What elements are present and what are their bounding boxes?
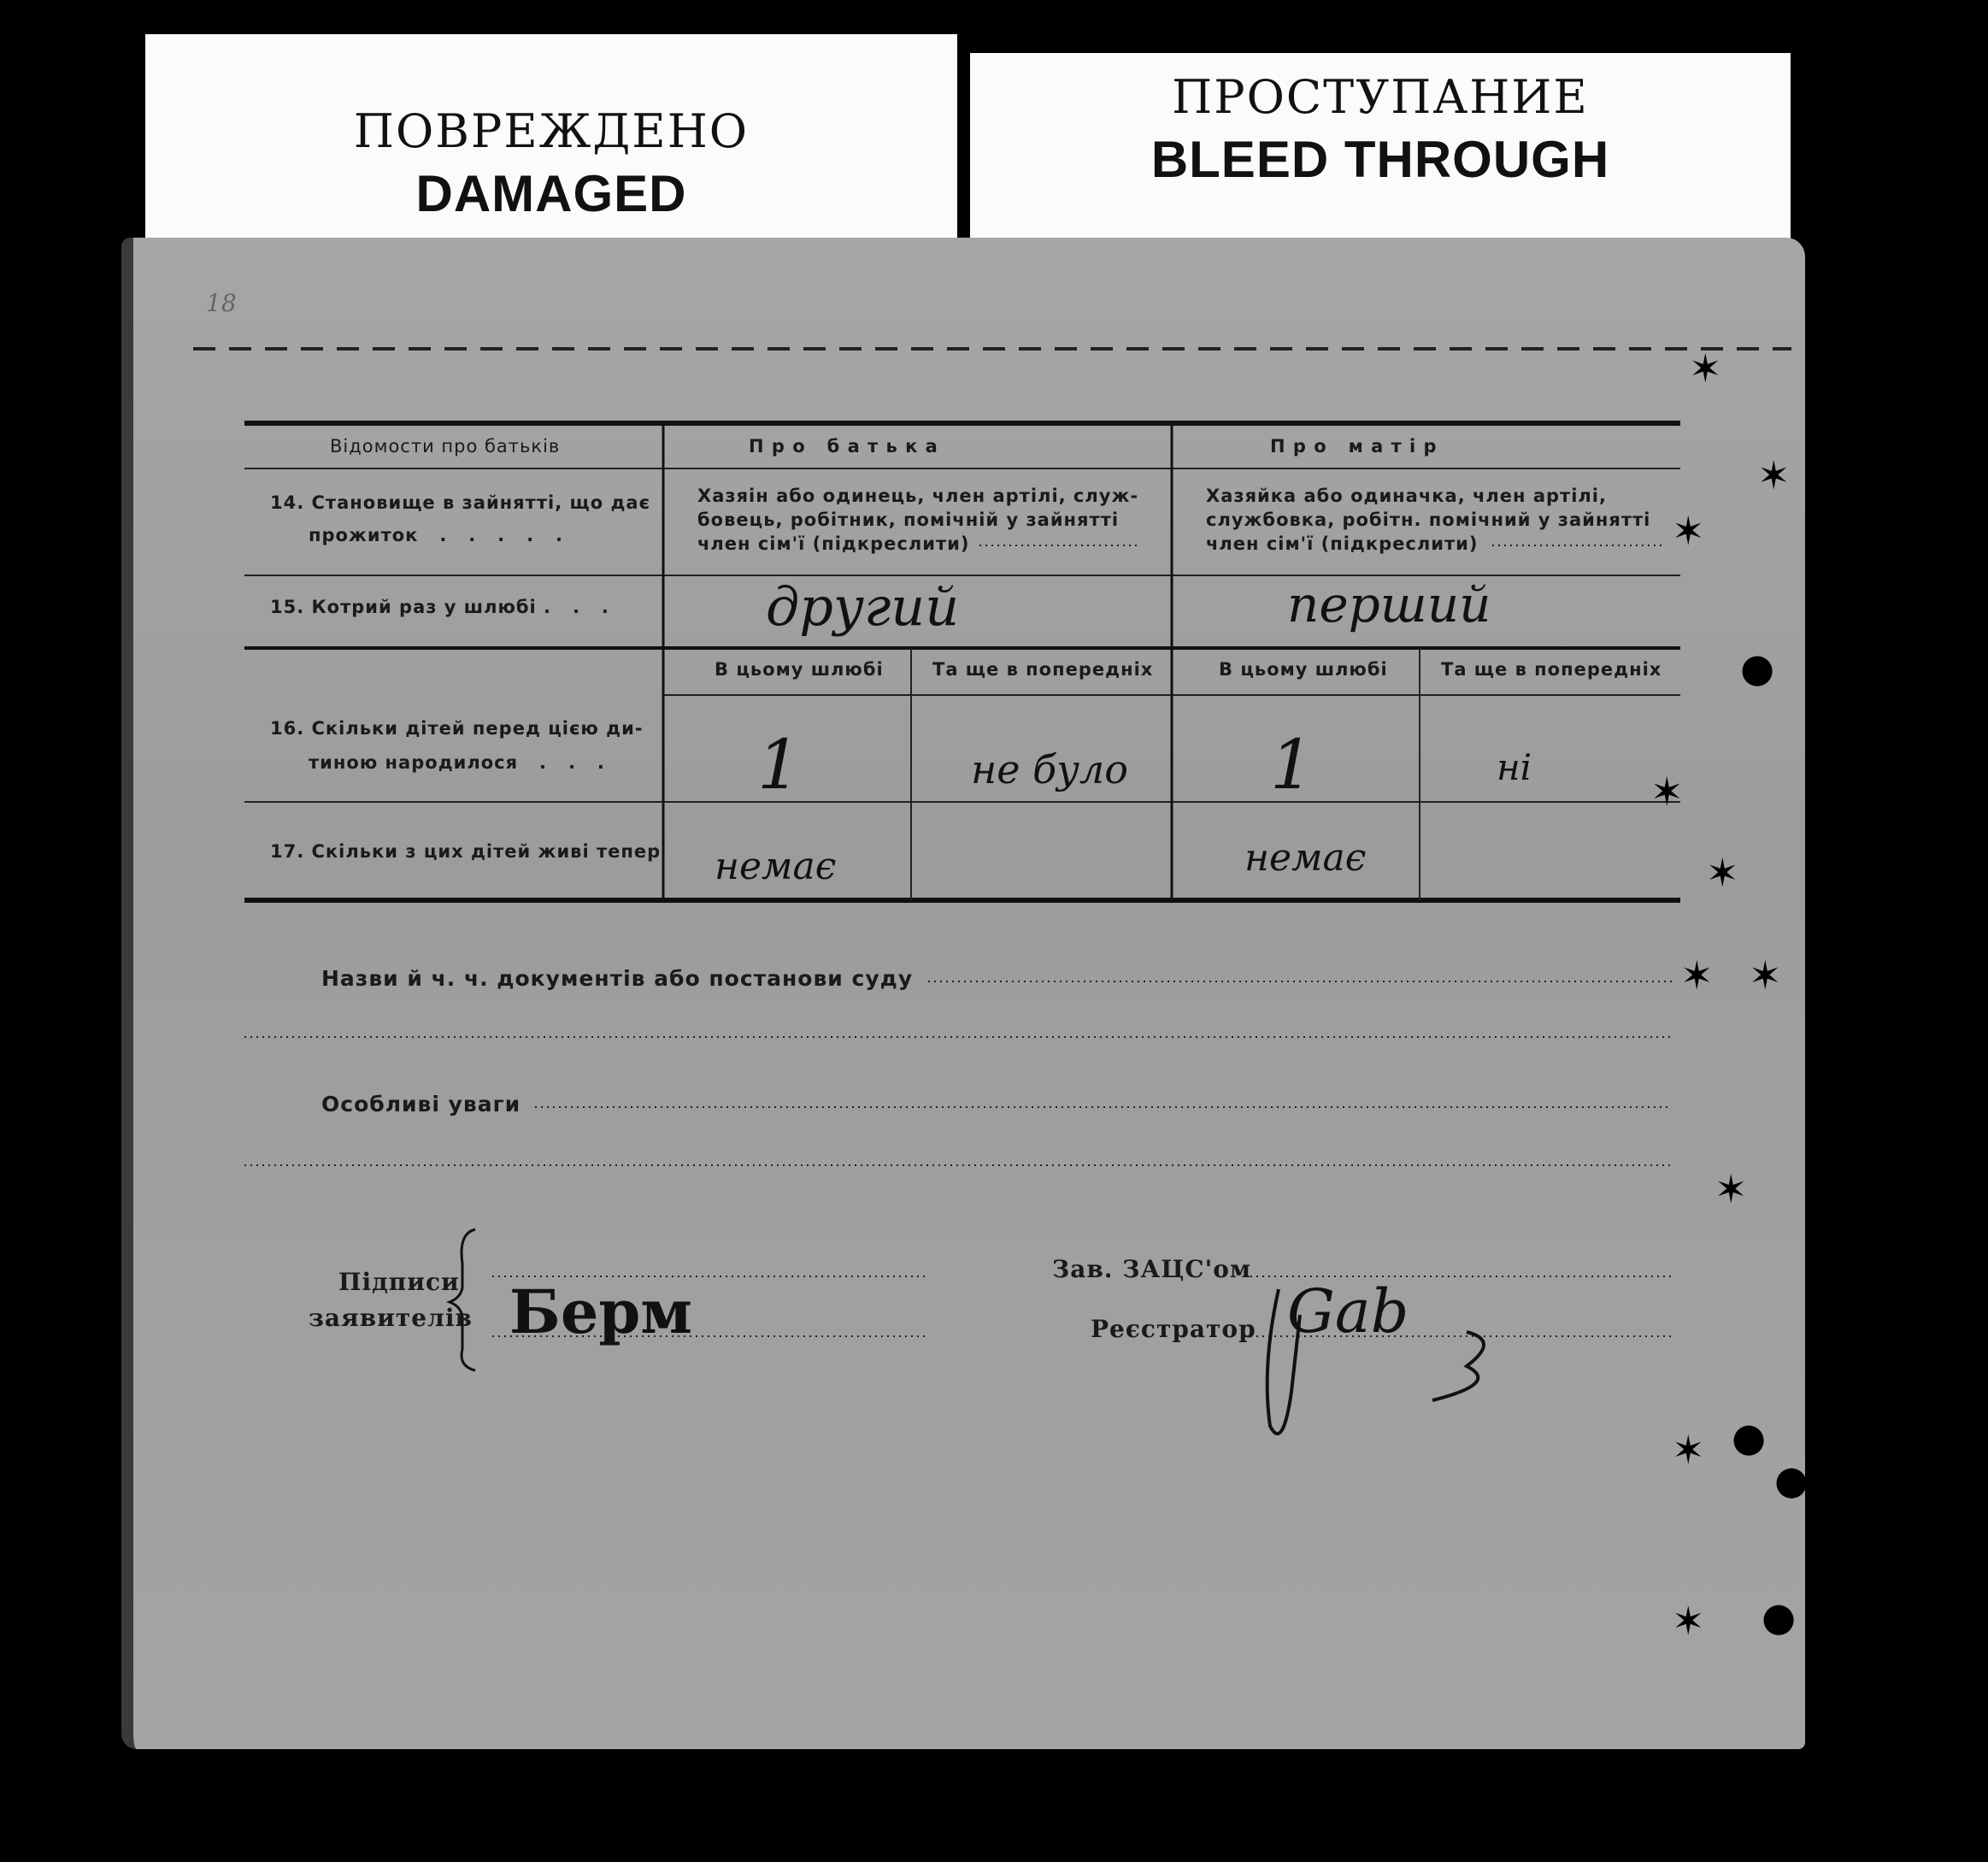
row14-father-1: Хазяін або одинець, член артілі, служ- — [697, 486, 1139, 506]
subheader-father-this: В цьому шлюбі — [715, 659, 884, 680]
punch-hole: ✶ — [1680, 952, 1714, 999]
bleed-through-label-ru: ПРОСТУПАНИЕ — [1172, 70, 1589, 124]
row17-father-value: немає — [715, 845, 837, 888]
registry-form — [121, 238, 1809, 1749]
row16-mother-this: 1 — [1270, 725, 1314, 804]
row14-mother-1: Хазяйка або одиначка, член артілі, — [1206, 486, 1607, 506]
punch-hole: ● — [1762, 1594, 1797, 1640]
row16-label-2: тиною народилося . . . — [309, 752, 605, 773]
punch-hole: ✶ — [1706, 850, 1739, 896]
row14-label-1: 14. Становище в зайнятті, що дає — [270, 492, 651, 513]
punch-hole: ✶ — [1650, 769, 1684, 815]
row17-label: 17. Скільки з цих дітей живі тепер — [270, 841, 662, 862]
punch-hole: ● — [1774, 1457, 1809, 1503]
punch-hole: ✶ — [1672, 1427, 1705, 1473]
row14-father-2: бовець, робітник, помічній у зайнятті — [697, 510, 1120, 530]
row16-father-prev: не було — [971, 746, 1128, 793]
applicant-signature: Берм — [509, 1276, 693, 1347]
punch-hole: ✶ — [1672, 508, 1705, 554]
subheader-mother-prev: Та ще в попередніх — [1441, 659, 1662, 680]
row14-label-2: прожиток . . . . . — [309, 525, 563, 545]
row14-father-3: член сім'ї (підкреслити) — [697, 533, 970, 554]
punch-hole: ✶ — [1757, 452, 1791, 498]
punch-hole: ✶ — [1715, 1166, 1748, 1212]
applicants-signature-label-2: заявителів — [309, 1304, 473, 1332]
punch-hole: ✶ — [1689, 345, 1722, 392]
row14-mother-2: службовка, робітн. помічний у зайнятті — [1206, 510, 1651, 530]
row15-mother-value: перший — [1287, 575, 1491, 633]
row14-mother-3: член сім'ї (підкреслити) — [1206, 533, 1479, 554]
header-mother: П р о м а т і р — [1270, 436, 1438, 457]
form-lines — [133, 238, 1805, 1749]
remarks-label: Особливі уваги — [321, 1092, 521, 1117]
damaged-card — [145, 34, 957, 265]
damaged-label-en: DAMAGED — [415, 165, 687, 222]
zags-head-label: Зав. ЗАЦС'ом — [1052, 1255, 1252, 1283]
damaged-label-ru: ПОВРЕЖДЕНО — [353, 104, 750, 158]
punch-hole: ● — [1732, 1414, 1767, 1460]
punch-hole: ✶ — [1749, 952, 1782, 999]
applicants-signature-label-1: Підписи — [338, 1268, 460, 1296]
header-father: П р о б а т ь к а — [749, 436, 938, 457]
punch-hole: ✶ — [1672, 1598, 1705, 1644]
registrar-signature: Gab — [1287, 1276, 1409, 1346]
row16-father-this: 1 — [757, 725, 801, 804]
registrar-label: Реєстратор — [1091, 1315, 1256, 1343]
subheader-father-prev: Та ще в попередніх — [932, 659, 1154, 680]
corner-mark: 18 — [206, 289, 237, 317]
documents-label: Назви й ч. ч. документів або постанови суду — [321, 966, 914, 991]
row16-label-1: 16. Скільки дітей перед цією ди- — [270, 718, 644, 739]
row15-label: 15. Котрий раз у шлюбі . . . — [270, 597, 609, 617]
row17-mother-value: немає — [1244, 836, 1367, 880]
header-parents-info: Відомости про батьків — [330, 436, 561, 457]
bleed-through-label-en: BLEED THROUGH — [1150, 131, 1610, 188]
row15-father-value: другий — [766, 575, 960, 638]
punch-hole: ● — [1740, 645, 1775, 691]
subheader-mother-this: В цьому шлюбі — [1219, 659, 1388, 680]
row16-mother-prev: ні — [1497, 746, 1532, 788]
